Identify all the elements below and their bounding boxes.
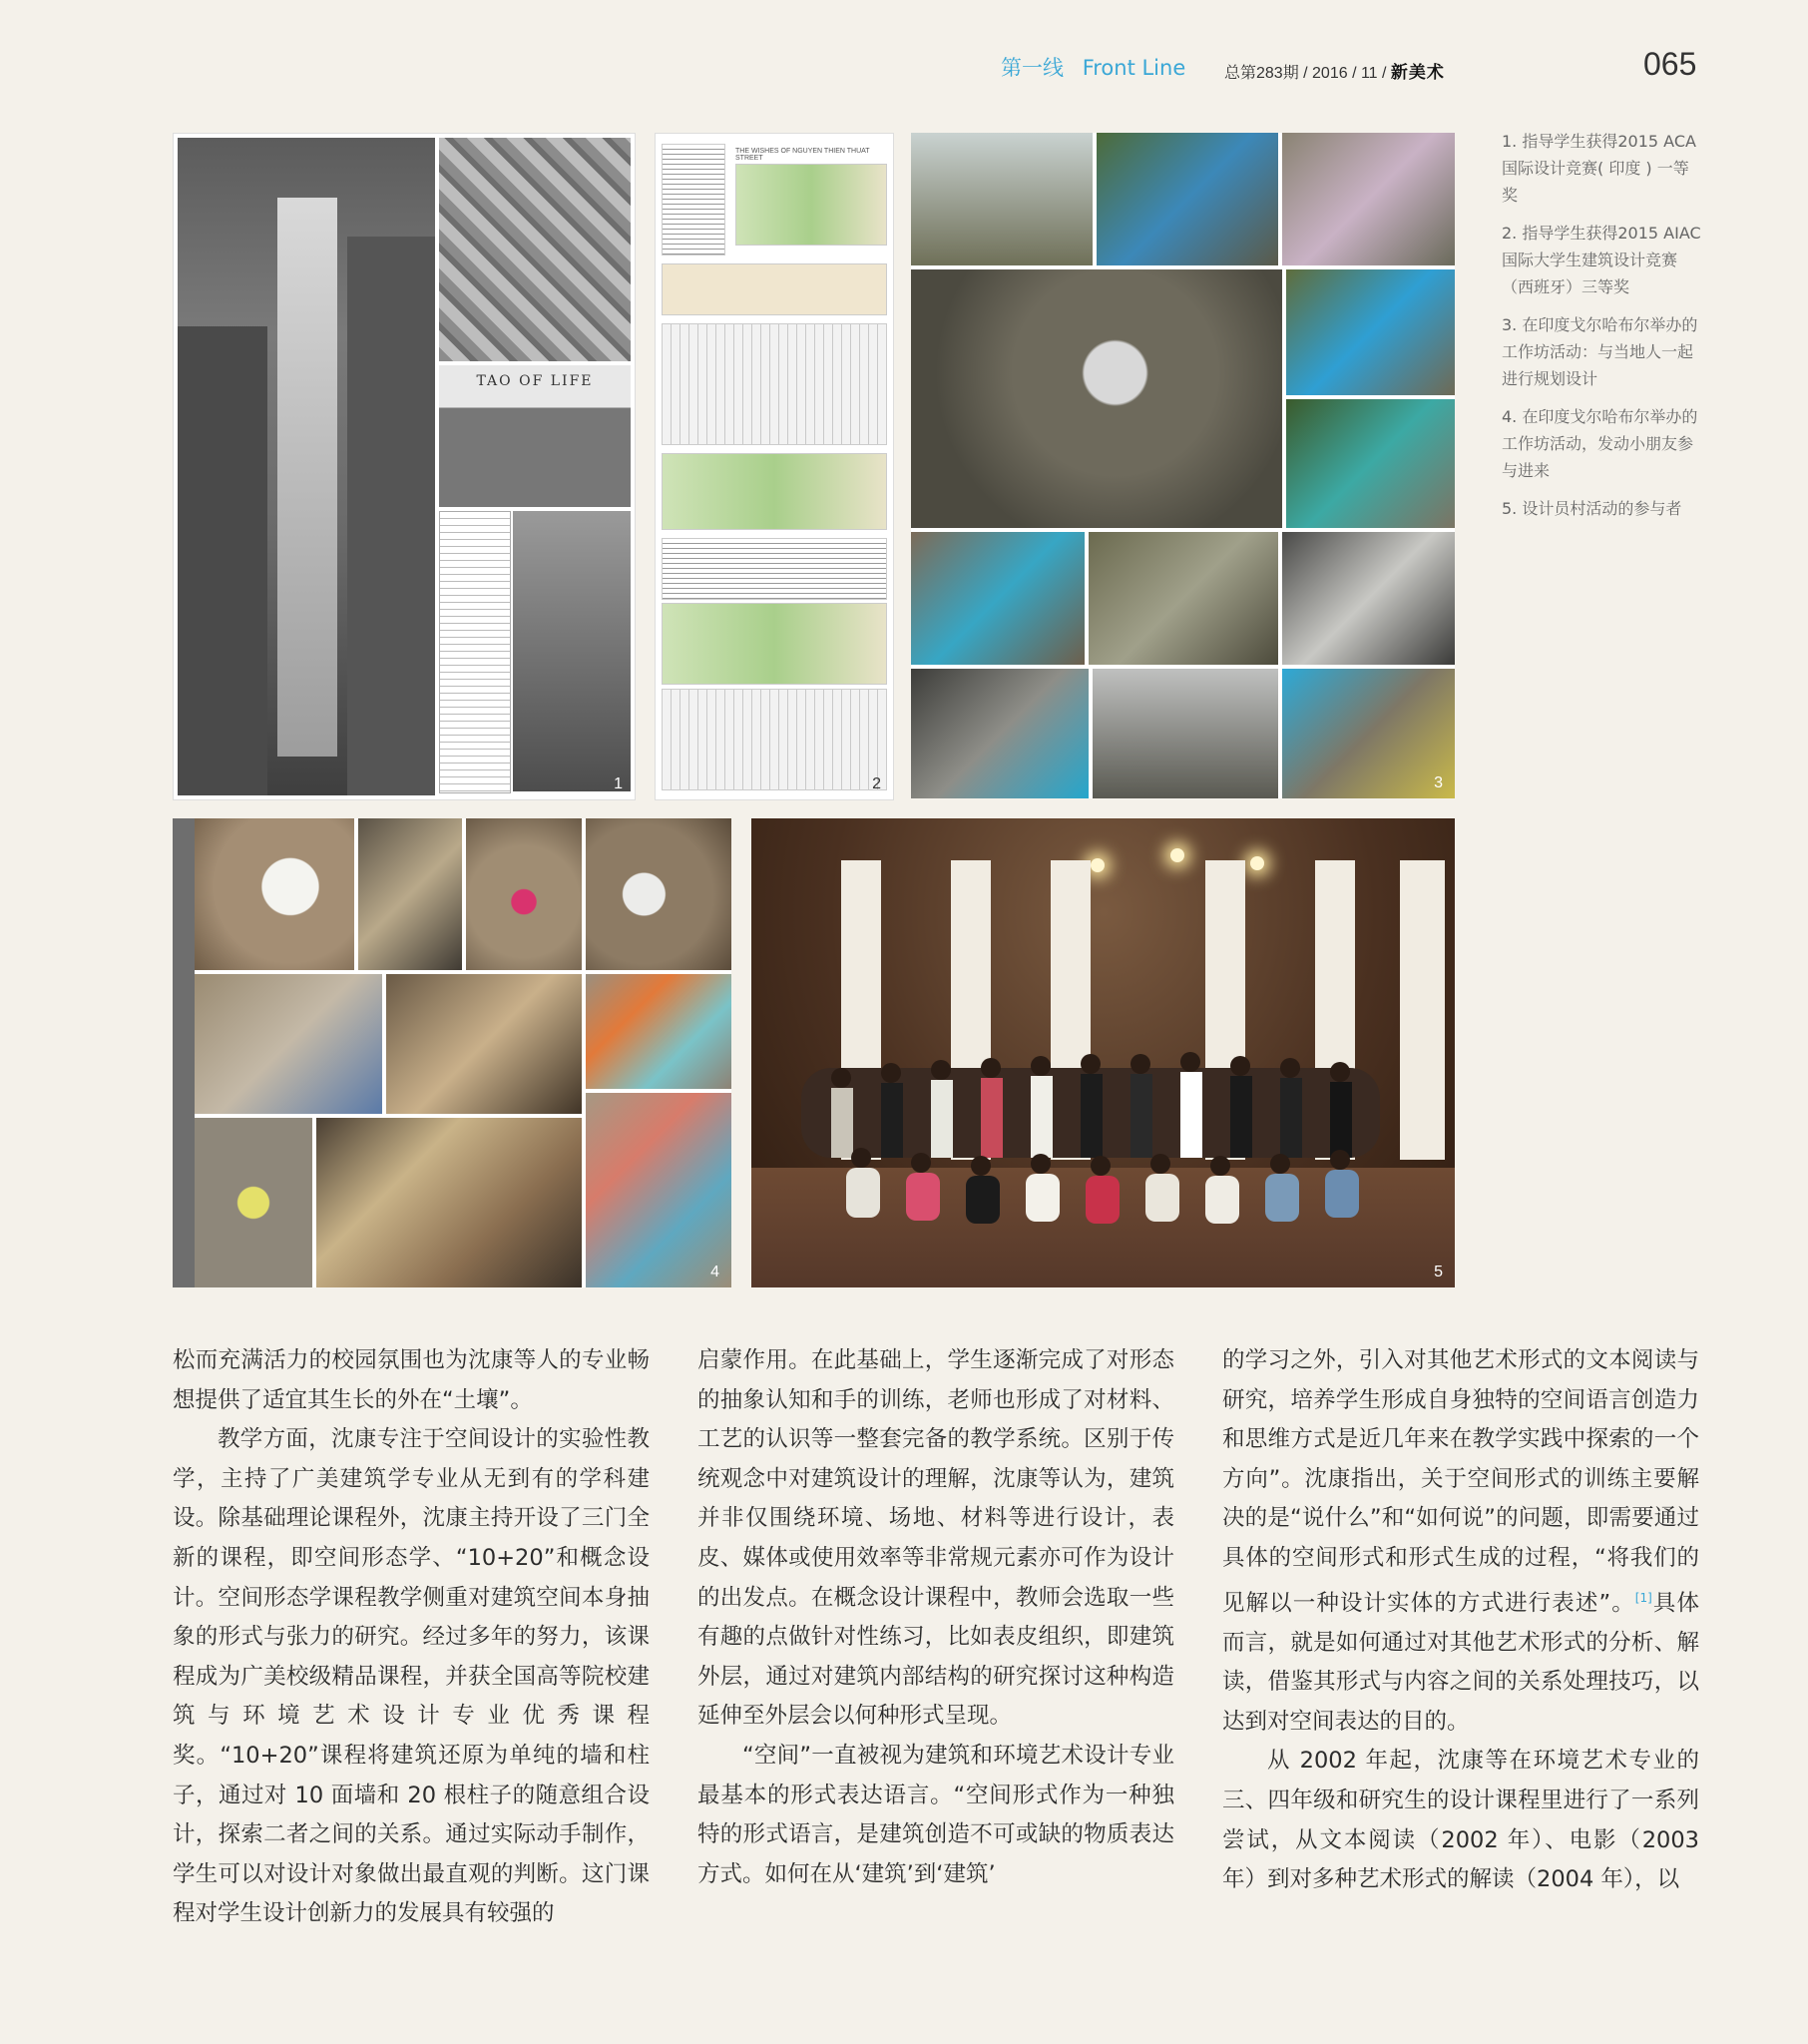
photo-crowd <box>1093 669 1278 798</box>
figure-number: 5 <box>1434 1264 1443 1280</box>
photo-street <box>911 133 1093 265</box>
body-column-2 <box>697 1341 1174 1894</box>
poster-street-render <box>662 603 887 685</box>
drawing-building-right <box>347 237 435 795</box>
paragraph: 松而充满活力的校园氛围也为沈康等人的专业畅想提供了适宜其生长的外在“土壤”。 <box>173 1347 650 1413</box>
ceiling-light <box>1250 856 1264 870</box>
figure-number: 3 <box>1434 774 1443 791</box>
page-number: 065 <box>1643 46 1697 82</box>
figure-4-side-bar <box>173 818 195 1287</box>
paragraph: 启蒙作用。在此基础上，学生逐渐完成了对形态的抽象认知和手的训练，老师也形成了对材料、工艺的认识等一整套完备的教学系统。区别于传统观念中对建筑设计的理解，沈康等认为，建筑并非仅围绕环境、场地、材料等进行设计，表皮、媒体或使用效率等非常规元素亦可作为设计的出发点。在概念设计课程中，教师会选取一些有趣的点做针对性练习，比如表皮组织，即建筑外层，通过对建筑内部结构的研究探讨这种构造延伸至外层会以何种形式呈现。 <box>697 1347 1174 1730</box>
poster-plans <box>662 689 887 790</box>
drawing-stair-core <box>277 198 337 757</box>
poster-title: THE WISHES OF NGUYEN THIEN THUAT STREET <box>735 148 870 162</box>
figure-1-alley-view <box>513 511 631 791</box>
photo-hillside <box>1089 532 1278 665</box>
photo-children <box>1286 269 1455 395</box>
photo-women <box>1282 133 1455 265</box>
body-column-1 <box>173 1341 650 1934</box>
photo-meeting <box>1282 532 1455 665</box>
poster-diagrams <box>662 263 887 315</box>
photo-kids-pipes <box>358 818 462 970</box>
ceiling-light <box>1091 858 1105 872</box>
poster-render-top <box>735 164 887 246</box>
photo-soil-work <box>1282 669 1455 798</box>
paragraph: “空间”一直被视为建筑和环境艺术设计专业最基本的形式表达语言。“空间形式作为一种独特的形式语言，是建筑创造不可或缺的物质表达方式。如何在从‘建筑’到‘建筑’ <box>697 1742 1174 1887</box>
photo-digging <box>911 269 1282 528</box>
body-column-3 <box>1222 1341 1699 1900</box>
photo-site-work <box>911 532 1085 665</box>
figure-5-group-photo <box>751 818 1455 1287</box>
section-cn: 第一线 <box>1001 56 1064 80</box>
caption-5: 5. 设计员村活动的参与者 <box>1502 499 1682 518</box>
ceiling-light <box>1170 848 1184 862</box>
paragraph: 教学方面，沈康专注于空间设计的实验性教学，主持了广美建筑学专业从无到有的学科建设。除基础理论课程外，沈康主持开设了三门全新的课程，即空间形态学、“10+20”和概念设计。空间形态学课程教学侧重对建筑空间本身抽象的形式与张力的研究。经过多年的努力，该课程成为广美校级精品课程，并获全国高等院校建筑与环境艺术设计专业优秀课程奖。“10+20”课程将建筑还原为单纯的墙和柱子，通过对 10 面墙和 20 根柱子的随意组合设计，探索二者之间的关系。通过实际动手制作，学生可以对设计对象做出最直观的判断。这门课程对学生设计创新力的发展具有较强的 <box>173 1426 650 1927</box>
magazine-logo: 新美术 <box>1390 63 1445 82</box>
poster-axonometric <box>662 453 887 530</box>
poster-section <box>662 538 887 600</box>
paragraph: 从 2002 年起，沈康等在环境艺术专业的三、四年级和研究生的设计课程里进行了一系列尝试，从文本阅读（2002 年）、电影（2003 年）到对多种艺术形式的解读（2004 年），以 <box>1222 1748 1699 1893</box>
photo-children-group <box>386 974 582 1114</box>
drawing-building-left <box>178 326 267 795</box>
paragraph-part: 的学习之外，引入对其他艺术形式的文本阅读与研究，培养学生形成自身独特的空间语言创造力和思维方式是近几年来在教学实践中探索的一个方向”。沈康指出，关于空间形式的训练主要解决的是“说什么”和“如何说”的问题，即需要通过具体的空间形式和形式生成的过程，“将我们的见解以一种设计实体的方式进行表述”。 <box>1222 1347 1699 1617</box>
photo-pipe-interior <box>195 818 354 970</box>
paragraph-part: 具体而言，就是如何通过对其他艺术形式的分析、解读，借鉴其形式与内容之间的关系处理技巧，以达到对空间表达的目的。 <box>1222 1590 1699 1735</box>
photo-child-in-pipe <box>466 818 582 970</box>
figure-1-section-drawing <box>178 138 435 795</box>
caption-1: 1. 指导学生获得2015 ACA国际设计竞赛( 印度 ) 一等奖 <box>1502 132 1696 205</box>
figure-number: 1 <box>614 775 623 792</box>
caption-4: 4. 在印度戈尔哈布尔举办的工作坊活动，发动小朋友参与进来 <box>1502 407 1698 480</box>
caption-3: 3. 在印度戈尔哈布尔举办的工作坊活动：与当地人一起进行规划设计 <box>1502 315 1698 388</box>
figure-captions <box>1502 128 1701 533</box>
section-en: Front Line <box>1082 56 1186 80</box>
figure-1-drawing <box>173 133 636 800</box>
exhibition-banner <box>1400 860 1445 1160</box>
photo-pipes-row <box>195 974 382 1114</box>
figure-number: 2 <box>872 775 881 792</box>
group-of-participants <box>801 1048 1380 1258</box>
photo-group-walk <box>1097 133 1278 265</box>
photo-hand-drawing <box>195 1118 312 1287</box>
paragraph <box>1222 1341 1699 1742</box>
caption-2: 2. 指导学生获得2015 AIAC国际大学生建筑设计竞赛（西班牙）三等奖 <box>1502 224 1701 296</box>
figure-1-handwritten-text <box>439 511 511 793</box>
photo-discussion <box>911 669 1089 798</box>
photo-painted-pipe <box>586 1093 731 1287</box>
photo-pipe-view <box>586 818 731 970</box>
photo-chalk-drawing <box>586 974 731 1089</box>
figure-1-aerial-view <box>439 138 631 361</box>
photo-planting <box>1286 399 1455 528</box>
figure-3-photo-grid <box>911 133 1455 798</box>
figure-1-skyline <box>439 365 631 507</box>
figure-4-children-workshop <box>173 818 731 1287</box>
issue-info <box>1224 58 1445 83</box>
section-label <box>1001 52 1197 82</box>
figure-2-poster <box>655 133 894 800</box>
figure-1-inner-title: TAO OF LIFE <box>476 373 594 389</box>
poster-site-plan <box>662 323 887 445</box>
issue-text: 总第283期 / 2016 / 11 / <box>1224 65 1387 82</box>
poster-text-block <box>662 144 725 256</box>
footnote-reference[interactable]: [1] <box>1634 1590 1652 1605</box>
photo-painting-pipes <box>316 1118 582 1287</box>
figure-number: 4 <box>710 1264 719 1280</box>
